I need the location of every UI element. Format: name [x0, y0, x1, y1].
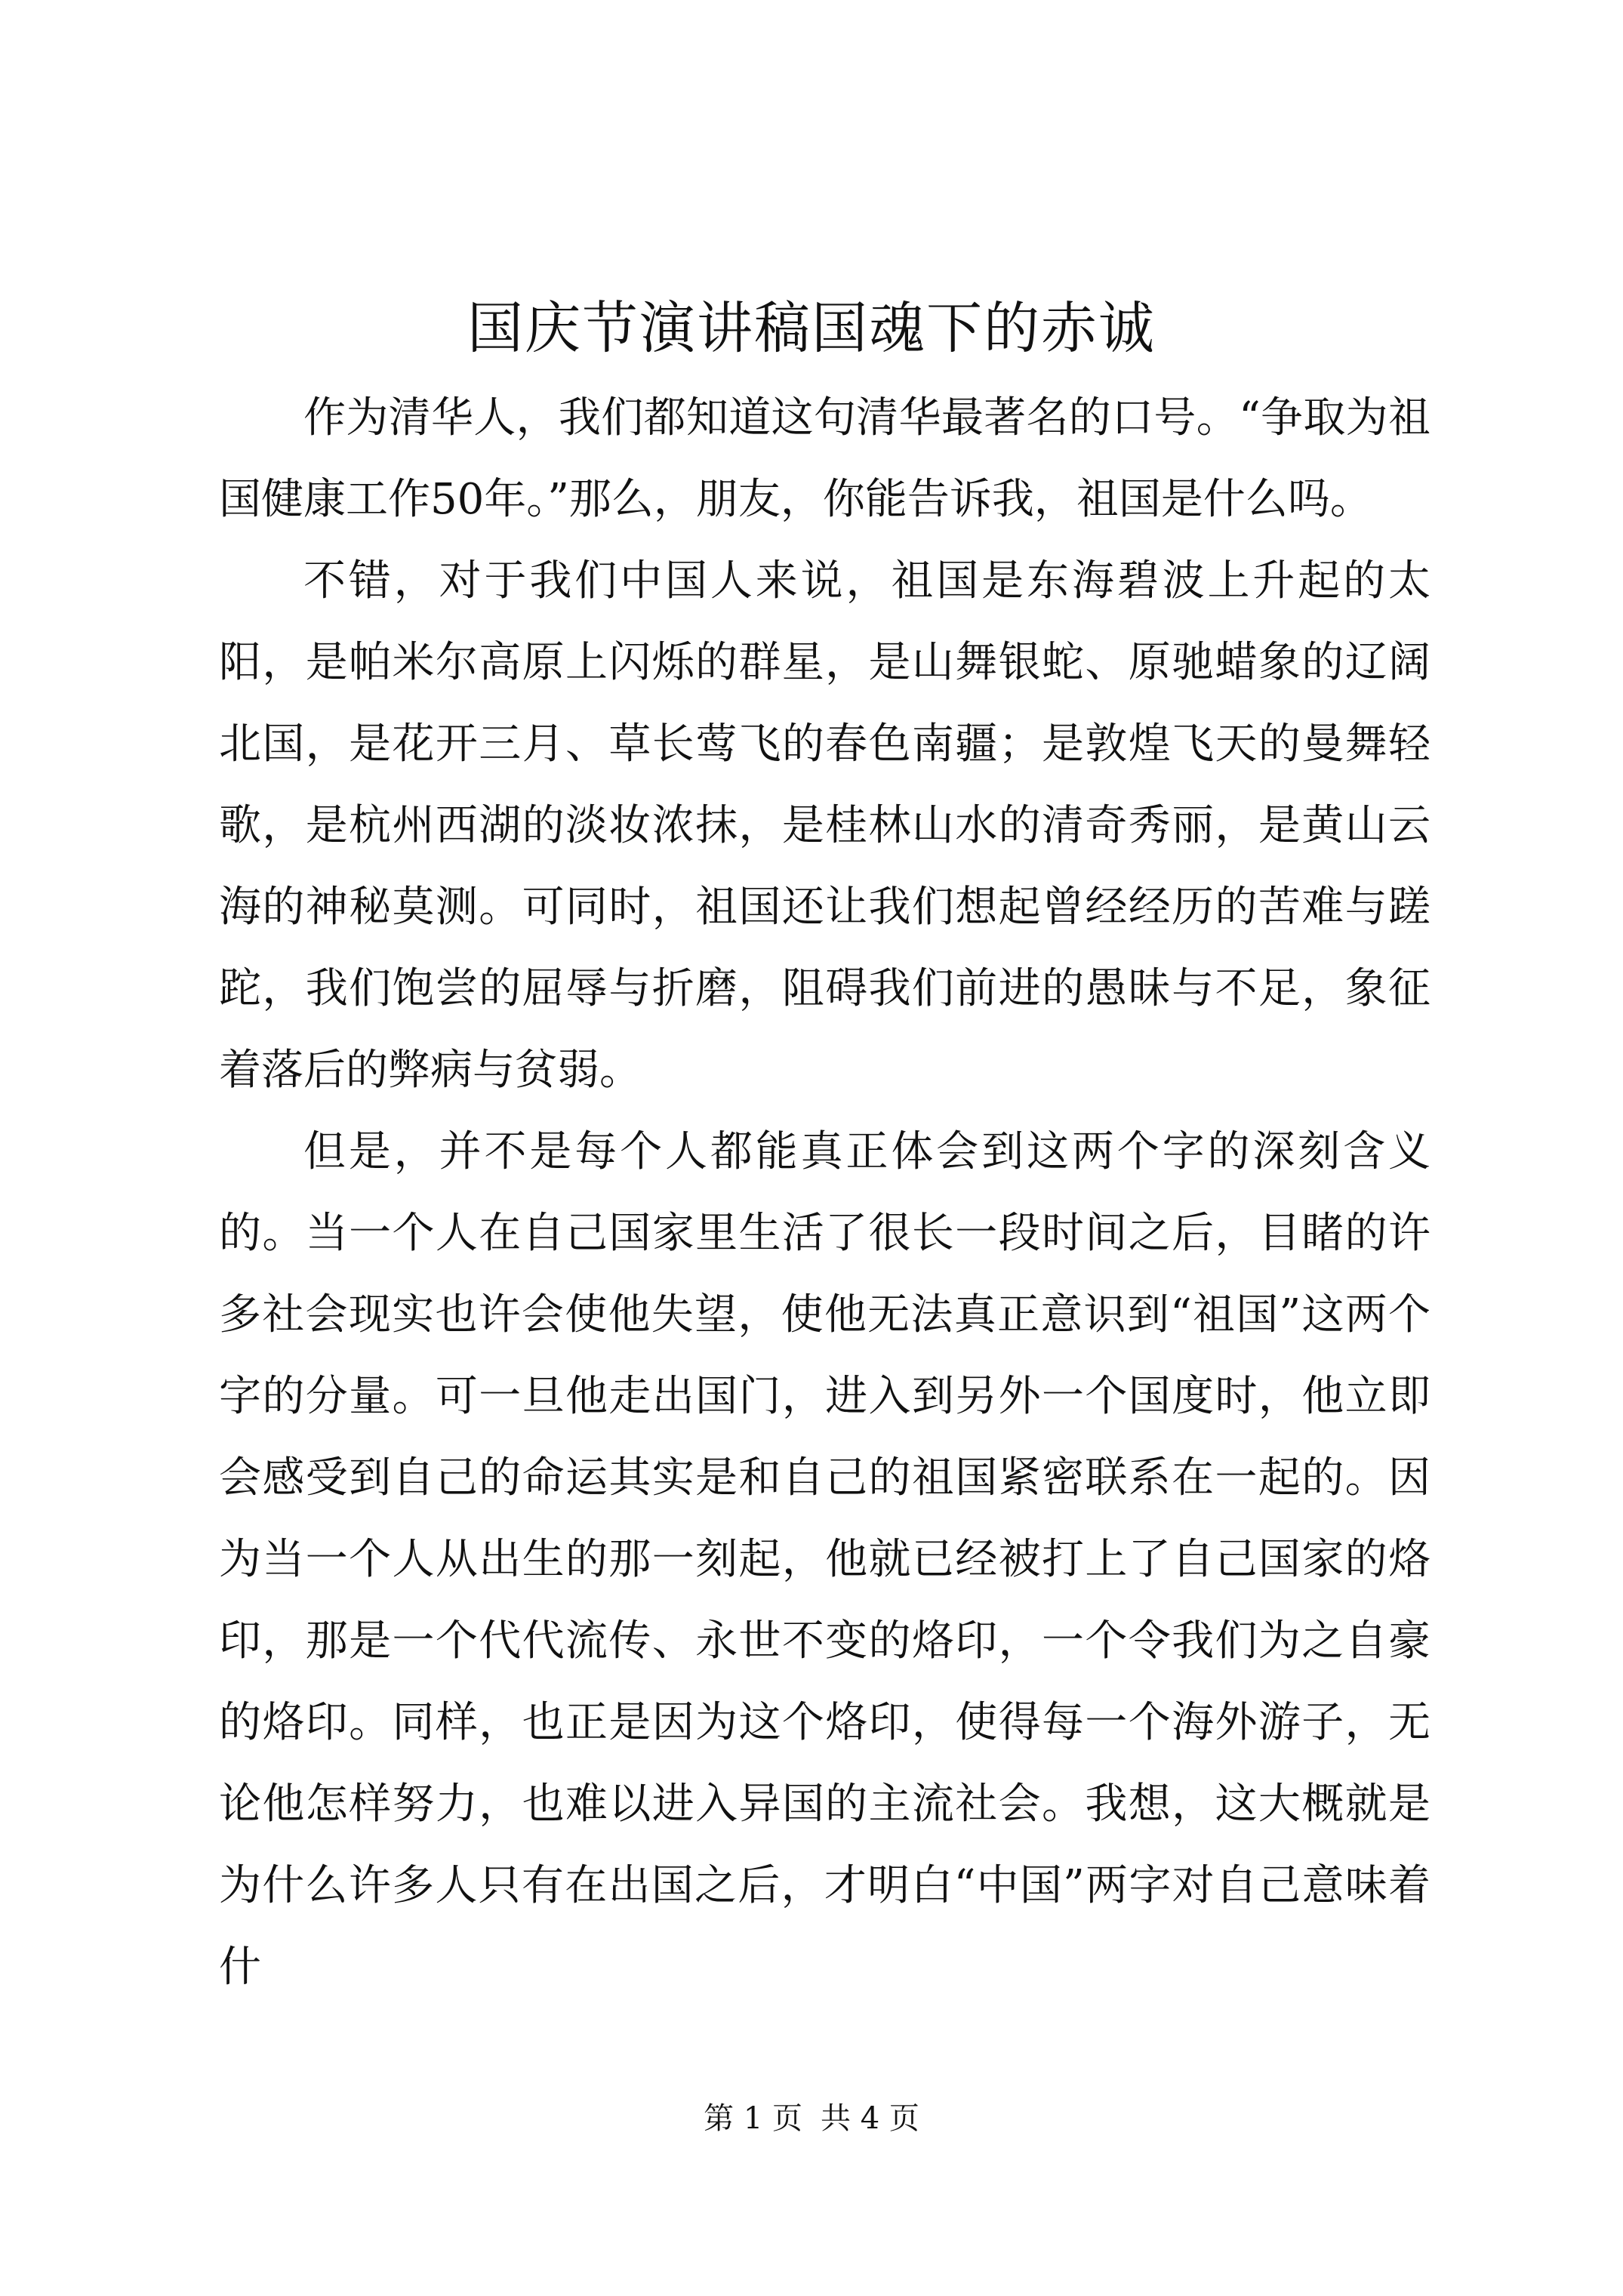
page-number-current: 第 1 页: [704, 2101, 802, 2136]
paragraph-3: 但是，并不是每个人都能真正体会到这两个字的深刻含义的。当一个人在自己国家里生活了很长一段时间之后，目睹的许多社会现实也许会使他失望，使他无法真正意识到“祖国”这两个字的分量。可一旦他走出国门，进入到另外一个国度时，他立即会感受到自己的命运其实是和自己的祖国紧密联系在一起的。因为当一个人从出生的那一刻起，他就已经被打上了自己国家的烙印，那是一个代代流传、永世不变的烙印，一个令我们为之自豪的烙印。同样，也正是因为这个烙印，使得每一个海外游子，无论他怎样努力，也难以进入异国的主流社会。我想，这大概就是为什么许多人只有在出国之后，才明白“中国”两字对自己意味着什: [219, 1127, 1431, 1992]
paragraph-1: 作为清华人，我们都知道这句清华最著名的口号。“争取为祖国健康工作50年。”那么，朋友，你能告诉我，祖国是什么吗。: [219, 393, 1431, 524]
paragraph-2: 不错，对于我们中国人来说，祖国是东海碧波上升起的太阳，是帕米尔高原上闪烁的群星，是山舞银蛇、原驰蜡象的辽阔北国，是花开三月、草长莺飞的春色南疆；是敦煌飞天的曼舞轻歌，是杭州西湖的淡妆浓抹，是桂林山水的清奇秀丽，是黄山云海的神秘莫测。可同时，祖国还让我们想起曾经经历的苦难与蹉跎，我们饱尝的屈辱与折磨，阻碍我们前进的愚昧与不足，象征着落后的弊病与贫弱。: [219, 556, 1431, 1095]
page-number-total: 共 4 页: [821, 2101, 919, 2136]
page-footer: [0, 2097, 1623, 2140]
document-title: 国庆节演讲稿国魂下的赤诚: [467, 296, 1156, 361]
document-body: [219, 378, 1431, 2008]
